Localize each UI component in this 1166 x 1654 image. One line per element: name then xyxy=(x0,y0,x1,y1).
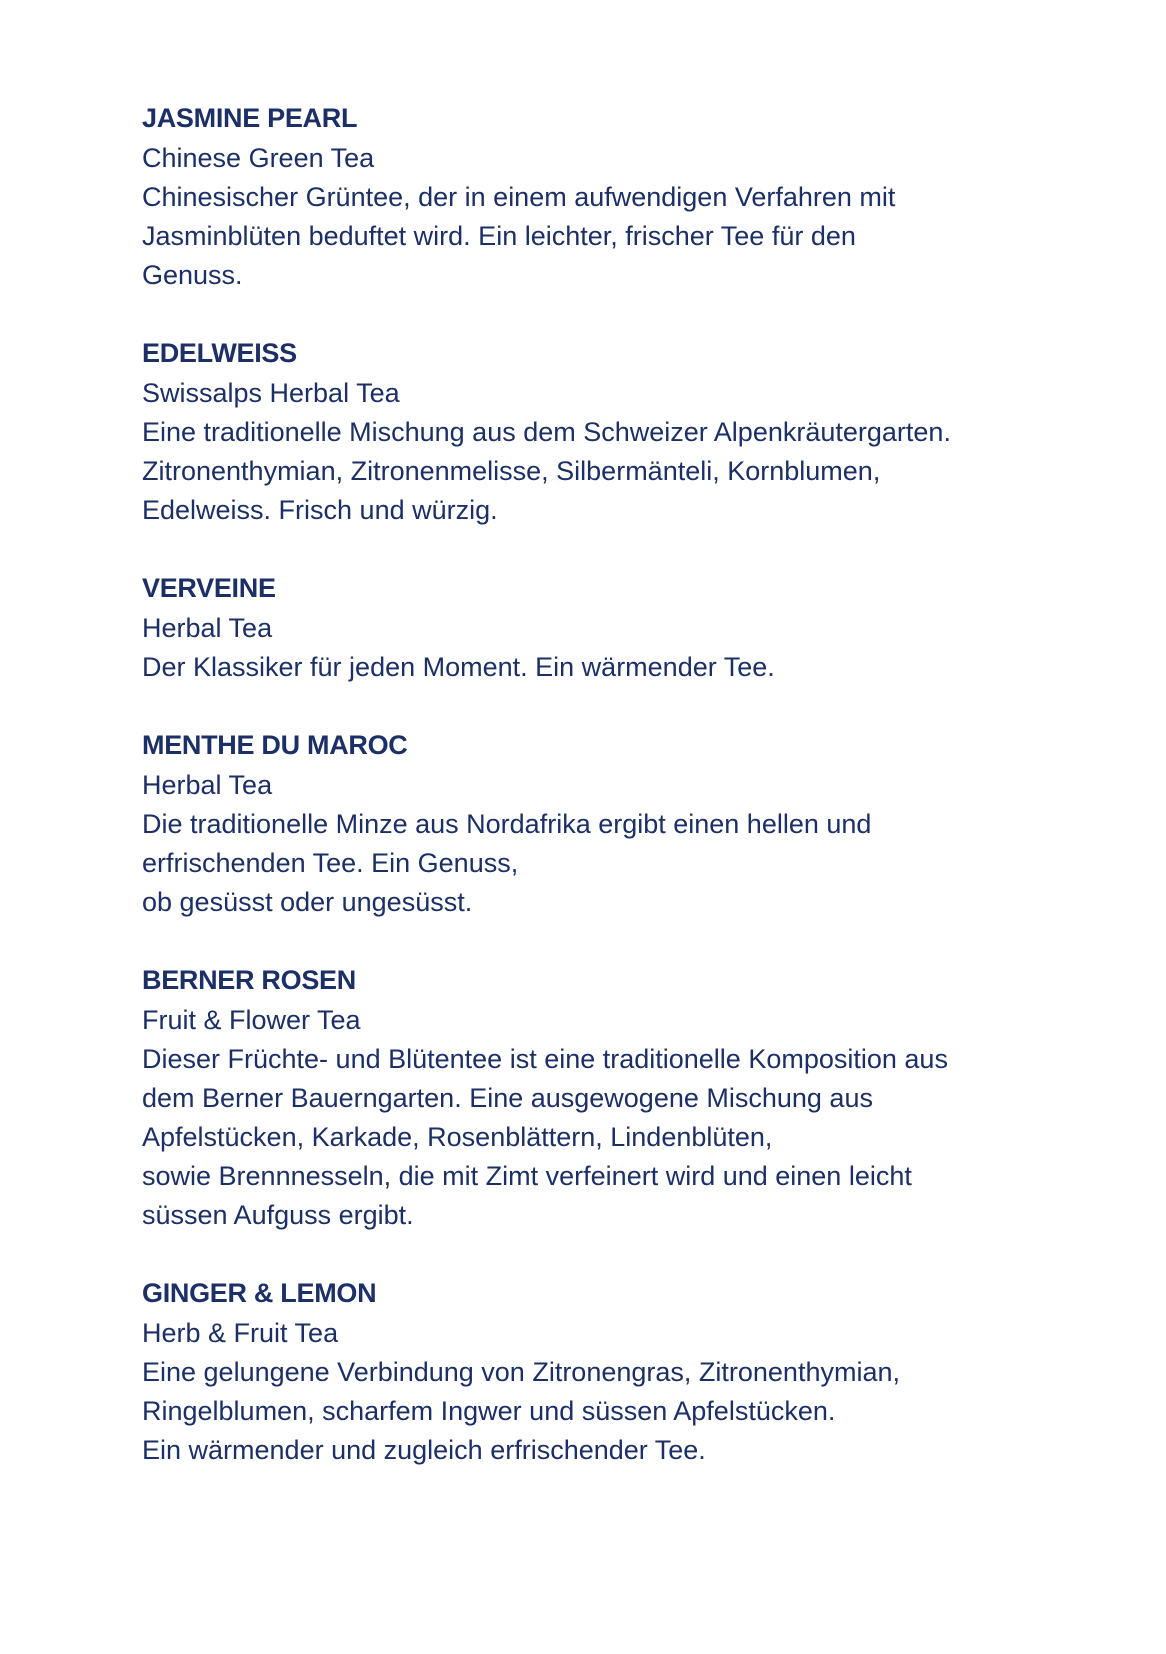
tea-category: Herbal Tea xyxy=(142,613,273,643)
description-line: erfrischenden Tee. Ein Genuss, xyxy=(142,848,519,878)
description-line: Jasminblüten beduftet wird. Ein leichter, frischer Tee für den xyxy=(142,221,856,251)
tea-description xyxy=(142,413,1102,530)
tea-name: GINGER & LEMON xyxy=(142,1278,377,1308)
tea-category: Herbal Tea xyxy=(142,770,273,800)
tea-category: Herb & Fruit Tea xyxy=(142,1318,339,1348)
description-line: Ein wärmender und zugleich erfrischender Tee. xyxy=(142,1435,706,1465)
tea-entry-jasmine-pearl xyxy=(142,98,1102,295)
description-line: Chinesischer Grüntee, der in einem aufwendigen Verfahren mit xyxy=(142,182,896,212)
description-line: Eine traditionelle Mischung aus dem Schweizer Alpenkräutergarten. xyxy=(142,417,951,447)
tea-entry-ginger-lemon xyxy=(142,1273,1102,1470)
tea-entry-edelweiss xyxy=(142,333,1102,530)
tea-name: JASMINE PEARL xyxy=(142,103,358,133)
tea-category: Swissalps Herbal Tea xyxy=(142,378,400,408)
description-line: Edelweiss. Frisch und würzig. xyxy=(142,495,498,525)
description-line: süssen Aufguss ergibt. xyxy=(142,1200,414,1230)
description-line: Genuss. xyxy=(142,260,243,290)
tea-description xyxy=(142,1040,1102,1235)
tea-menu xyxy=(142,98,1102,1508)
description-line: Dieser Früchte- und Blütentee ist eine traditionelle Komposition aus xyxy=(142,1044,948,1074)
tea-entry-menthe-du-maroc xyxy=(142,725,1102,922)
tea-category: Fruit & Flower Tea xyxy=(142,1005,361,1035)
tea-category: Chinese Green Tea xyxy=(142,143,375,173)
tea-entry-verveine xyxy=(142,568,1102,687)
tea-name: VERVEINE xyxy=(142,573,276,603)
tea-name: MENTHE DU MAROC xyxy=(142,730,408,760)
tea-name: BERNER ROSEN xyxy=(142,965,356,995)
tea-description xyxy=(142,805,1102,922)
description-line: ob gesüsst oder ungesüsst. xyxy=(142,887,473,917)
description-line: Apfelstücken, Karkade, Rosenblättern, Lindenblüten, xyxy=(142,1122,773,1152)
description-line: Eine gelungene Verbindung von Zitronengras, Zitronenthymian, xyxy=(142,1357,900,1387)
description-line: Der Klassiker für jeden Moment. Ein wärmender Tee. xyxy=(142,652,775,682)
tea-entry-berner-rosen xyxy=(142,960,1102,1235)
description-line: Ringelblumen, scharfem Ingwer und süssen Apfelstücken. xyxy=(142,1396,836,1426)
tea-description xyxy=(142,1353,1102,1470)
tea-description xyxy=(142,178,1102,295)
description-line: Zitronenthymian, Zitronenmelisse, Silbermänteli, Kornblumen, xyxy=(142,456,881,486)
tea-description xyxy=(142,648,1102,687)
description-line: dem Berner Bauerngarten. Eine ausgewogene Mischung aus xyxy=(142,1083,873,1113)
tea-name: EDELWEISS xyxy=(142,338,297,368)
description-line: Die traditionelle Minze aus Nordafrika ergibt einen hellen und xyxy=(142,809,872,839)
description-line: sowie Brennnesseln, die mit Zimt verfeinert wird und einen leicht xyxy=(142,1161,912,1191)
